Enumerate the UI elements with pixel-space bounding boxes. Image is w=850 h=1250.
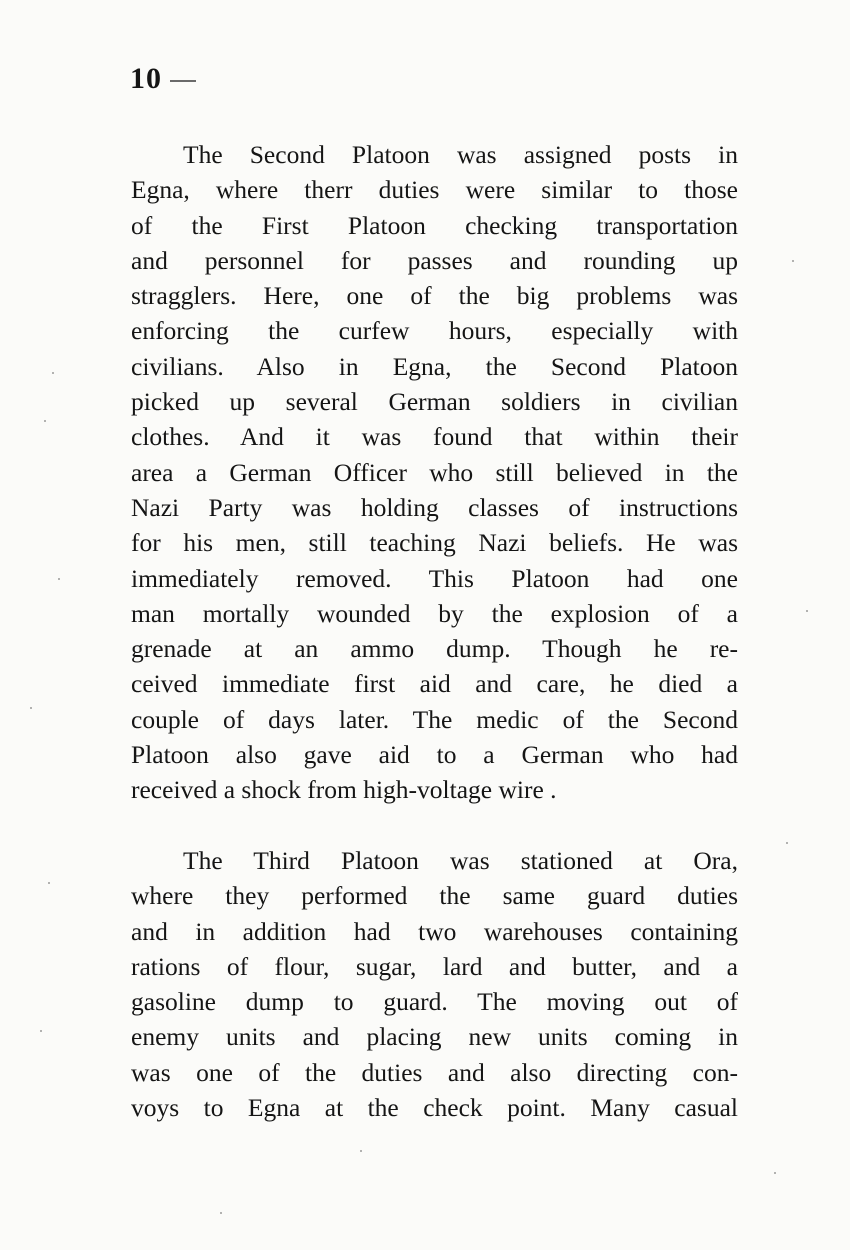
scan-speck: [44, 420, 46, 422]
text-line: where they performed the same guard duties: [131, 881, 738, 911]
text-line: clothes. And it was found that within their: [131, 422, 738, 452]
text-line: rations of flour, sugar, lard and butter, and a: [131, 951, 738, 981]
text-line: for his men, still teaching Nazi beliefs. He was: [131, 528, 738, 558]
scan-speck: [40, 1030, 42, 1032]
scan-speck: [360, 1150, 362, 1152]
text-line: civilians. Also in Egna, the Second Platoon: [131, 351, 738, 381]
text-line: gasoline dump to guard. The moving out of: [131, 987, 738, 1017]
text-line: The Second Platoon was assigned posts in: [183, 140, 738, 169]
text-line: was one of the duties and also directing con-: [131, 1057, 738, 1087]
text-line: received a shock from high-voltage wire .: [131, 775, 557, 805]
text-line: picked up several German soldiers in civilian: [131, 387, 738, 417]
text-line: enemy units and placing new units coming in: [131, 1022, 738, 1052]
page-header: [130, 62, 196, 96]
scan-speck: [58, 578, 60, 580]
text-line: couple of days later. The medic of the Second: [131, 704, 738, 734]
text-line: ceived immediate first aid and care, he died a: [131, 669, 738, 699]
text-line: voys to Egna at the check point. Many casual: [131, 1093, 738, 1123]
text-line: man mortally wounded by the explosion of a: [131, 598, 738, 628]
page-number: 10: [130, 62, 162, 95]
text-line: grenade at an ammo dump. Though he re-: [131, 634, 738, 664]
text-line: immediately removed. This Platoon had one: [131, 563, 738, 593]
scan-speck: [792, 260, 794, 262]
scan-speck: [220, 1212, 222, 1214]
text-line: and in addition had two warehouses containing: [131, 916, 738, 946]
text-line: Platoon also gave aid to a German who had: [131, 740, 738, 770]
text-line: Egna, where therr duties were similar to those: [131, 175, 738, 205]
scan-speck: [48, 882, 50, 884]
paragraph-second-platoon: [131, 137, 738, 808]
text-line: of the First Platoon checking transportation: [131, 210, 738, 240]
header-dash: [170, 80, 196, 82]
scan-speck: [774, 1172, 776, 1174]
text-line: and personnel for passes and rounding up: [131, 245, 738, 275]
text-line: The Third Platoon was stationed at Ora,: [183, 846, 738, 875]
text-line: enforcing the curfew hours, especially with: [131, 316, 738, 346]
scan-speck: [52, 372, 54, 374]
paragraph-third-platoon: [131, 843, 738, 1125]
text-line: area a German Officer who still believed in the: [131, 457, 738, 487]
text-line: Nazi Party was holding classes of instructions: [131, 492, 738, 522]
scan-speck: [806, 610, 808, 612]
text-line: stragglers. Here, one of the big problems was: [131, 281, 738, 311]
scan-speck: [30, 707, 32, 709]
scan-speck: [786, 842, 788, 844]
